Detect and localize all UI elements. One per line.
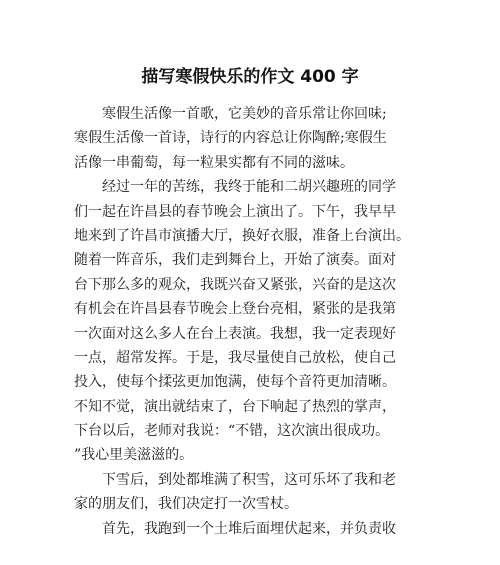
body-line: 寒假生活像一首歌，它美妙的音乐常让你回味;: [102, 106, 387, 122]
body-line: 一点，超常发挥。于是，我尽量使自己放松，使自己: [74, 349, 396, 366]
body-line: 下雪后，到处都堆满了积雪，这可乐坏了我和老: [102, 471, 396, 488]
body-line: 地来到了许昌市演播大厅，换好衣服，准备上台演出。: [74, 227, 410, 244]
body-line: 不知不觉，演出就结束了，台下响起了热烈的掌声，: [74, 398, 396, 415]
body-line: 寒假生活像一首诗，诗行的内容总让你陶醉;寒假生: [74, 130, 387, 147]
article-title: 描写寒假快乐的作文 400 字: [141, 67, 359, 87]
body-line: 随着一阵音乐，我们走到舞台上，开始了演奏。面对: [74, 252, 396, 269]
body-line: 活像一串葡萄，每一粒果实都有不同的滋味。: [74, 154, 354, 171]
body-line: 们一起在许昌县的春节晚会上演出了。下午，我早早: [74, 203, 396, 220]
body-line: 一次面对这么多人在台上表演。我想，我一定表现好: [74, 325, 396, 342]
article-body: [74, 102, 434, 541]
body-line: 首先，我跑到一个土堆后面埋伏起来，并负责收: [102, 520, 396, 537]
body-line: 下台以后，老师对我说：“不错，这次演出很成功。: [74, 423, 390, 440]
body-line: 有机会在许昌县春节晚会上登台亮相，紧张的是我第: [74, 301, 396, 318]
body-line: 台下那么多的观众，我既兴奋又紧张，兴奋的是这次: [74, 276, 396, 293]
body-line: ”我心里美滋滋的。: [74, 447, 194, 464]
body-line: 家的朋友们，我们决定打一次雪杖。: [74, 496, 298, 513]
body-line: 经过一年的苦练，我终于能和二胡兴趣班的同学: [102, 179, 396, 196]
body-line: 投入，使每个揉弦更加饱满，使每个音符更加清晰。: [74, 374, 396, 391]
